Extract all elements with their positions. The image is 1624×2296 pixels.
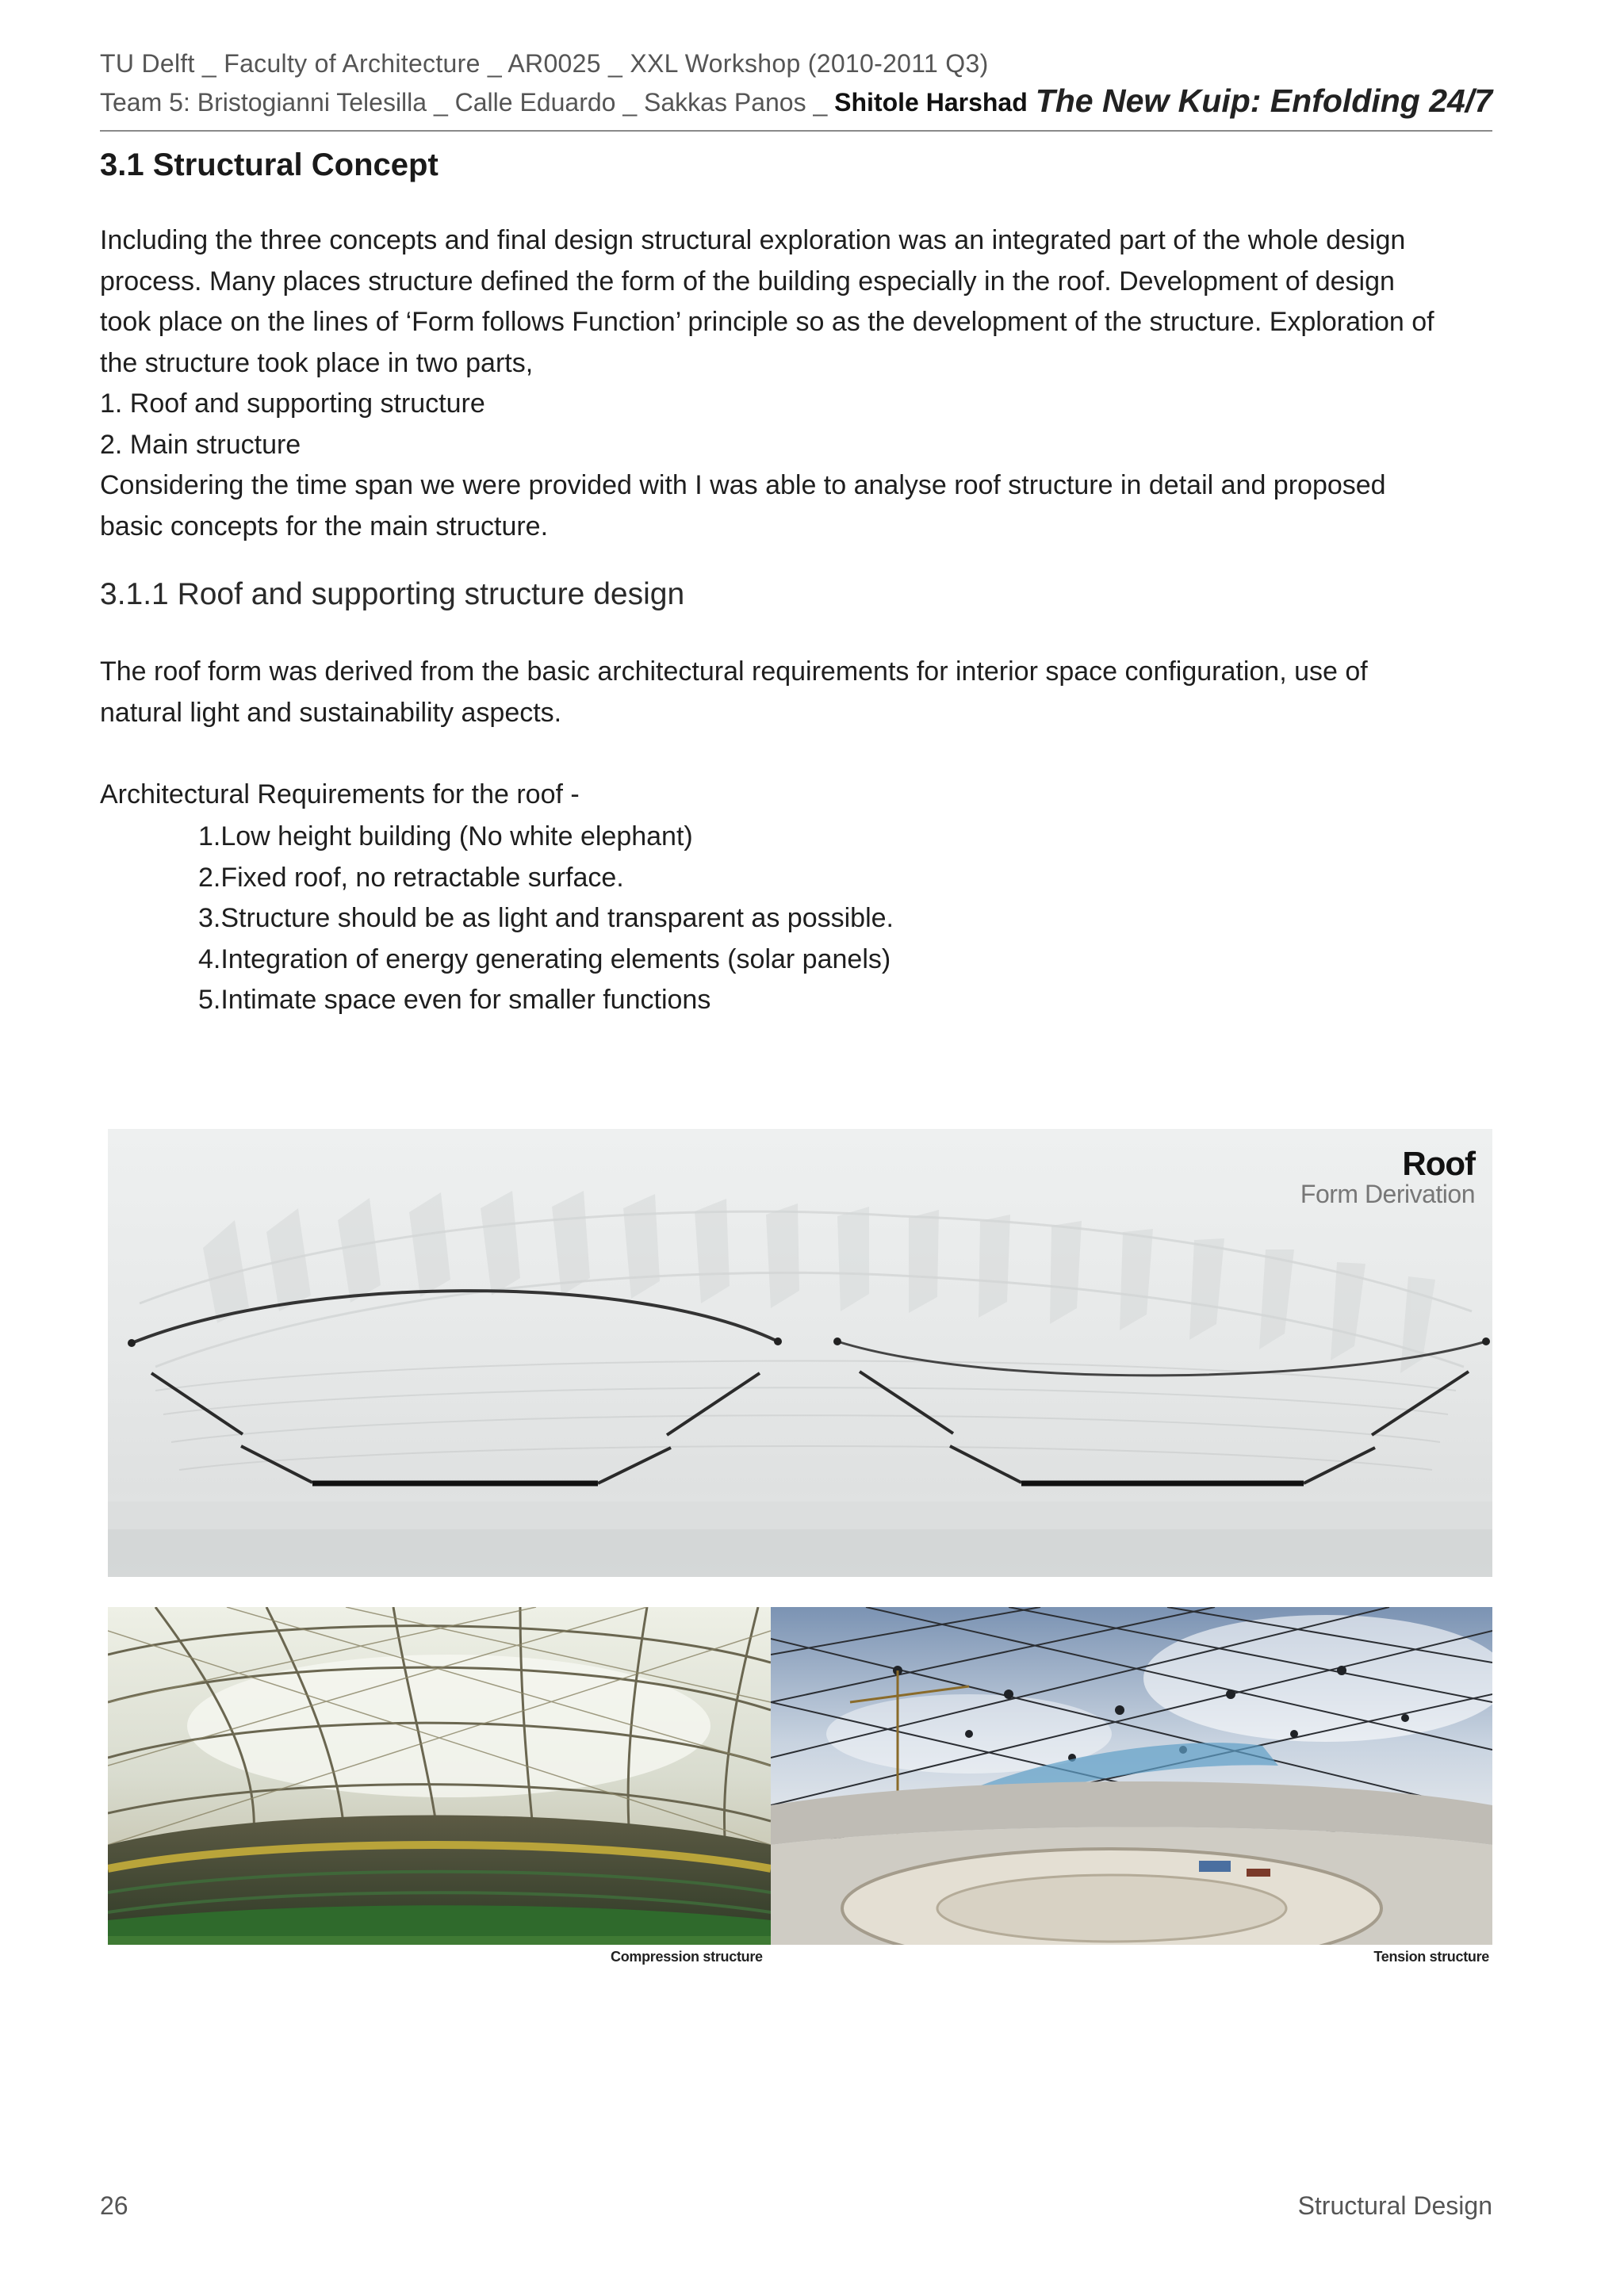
text-line: The roof form was derived from the basic architectural requirements for interior space configuration, use of (100, 656, 1368, 687)
requirements-list (198, 817, 894, 1021)
document-header-course: TU Delft _ Faculty of Architecture _ AR0025 _ XXL Workshop (2010-2011 Q3) (100, 49, 989, 78)
text-line: basic concepts for the main structure. (100, 511, 549, 541)
stadium-background-sketch (108, 1129, 1492, 1577)
text-line: natural light and sustainability aspects. (100, 697, 562, 728)
chapter-name: Structural Design (1297, 2191, 1492, 2220)
document-header-team (100, 88, 1028, 117)
requirement-item: 3.Structure should be as light and transparent as possible. (198, 903, 894, 933)
text-line: process. Many places structure defined the form of the building especially in the roof. Development of design (100, 266, 1395, 297)
text-line: Including the three concepts and final design structural exploration was an integrated part of the whole design (100, 225, 1406, 255)
text-line: the structure took place in two parts, (100, 347, 534, 378)
requirements-title: Architectural Requirements for the roof - (100, 779, 580, 809)
project-title: The New Kuip: Enfolding 24/7 (1035, 82, 1492, 119)
caption-compression: Compression structure (611, 1949, 763, 1965)
requirement-item: 4.Integration of energy generating elements (solar panels) (198, 943, 891, 974)
figure-title-block (1300, 1145, 1475, 1209)
figure-subtitle: Form Derivation (1300, 1180, 1475, 1208)
text-line: 1. Roof and supporting structure (100, 388, 485, 419)
text-line: took place on the lines of ‘Form follows Function’ principle so as the development of the structure. Exploration of (100, 307, 1434, 337)
requirement-item: 2.Fixed roof, no retractable surface. (198, 862, 624, 893)
compression-structure-photo (108, 1607, 771, 1945)
caption-tension: Tension structure (1373, 1949, 1489, 1965)
text-line: Considering the time span we were provided with I was able to analyse roof structure in detail and proposed (100, 470, 1386, 500)
compression-arch-diagram (128, 1291, 782, 1483)
team-author-highlight: Shitole Harshad (834, 88, 1028, 117)
subsection-paragraph (100, 652, 1503, 733)
section-heading: 3.1 Structural Concept (100, 147, 439, 182)
roof-form-derivation-figure (108, 1129, 1492, 2088)
header-divider (100, 130, 1492, 132)
team-members: Team 5: Bristogianni Telesilla _ Calle Eduardo _ Sakkas Panos _ (100, 88, 835, 117)
form-derivation-diagram (108, 1129, 1492, 1577)
tension-structure-photo (771, 1607, 1492, 1945)
section-intro-paragraph (100, 220, 1503, 547)
requirement-item: 1.Low height building (No white elephant) (198, 821, 693, 851)
tension-cable-diagram (833, 1337, 1490, 1483)
requirement-item: 5.Intimate space even for smaller functions (198, 985, 711, 1015)
page-number: 26 (100, 2191, 128, 2220)
subsection-heading: 3.1.1 Roof and supporting structure design (100, 577, 685, 611)
figure-title: Roof (1402, 1145, 1475, 1182)
text-line: 2. Main structure (100, 429, 301, 460)
